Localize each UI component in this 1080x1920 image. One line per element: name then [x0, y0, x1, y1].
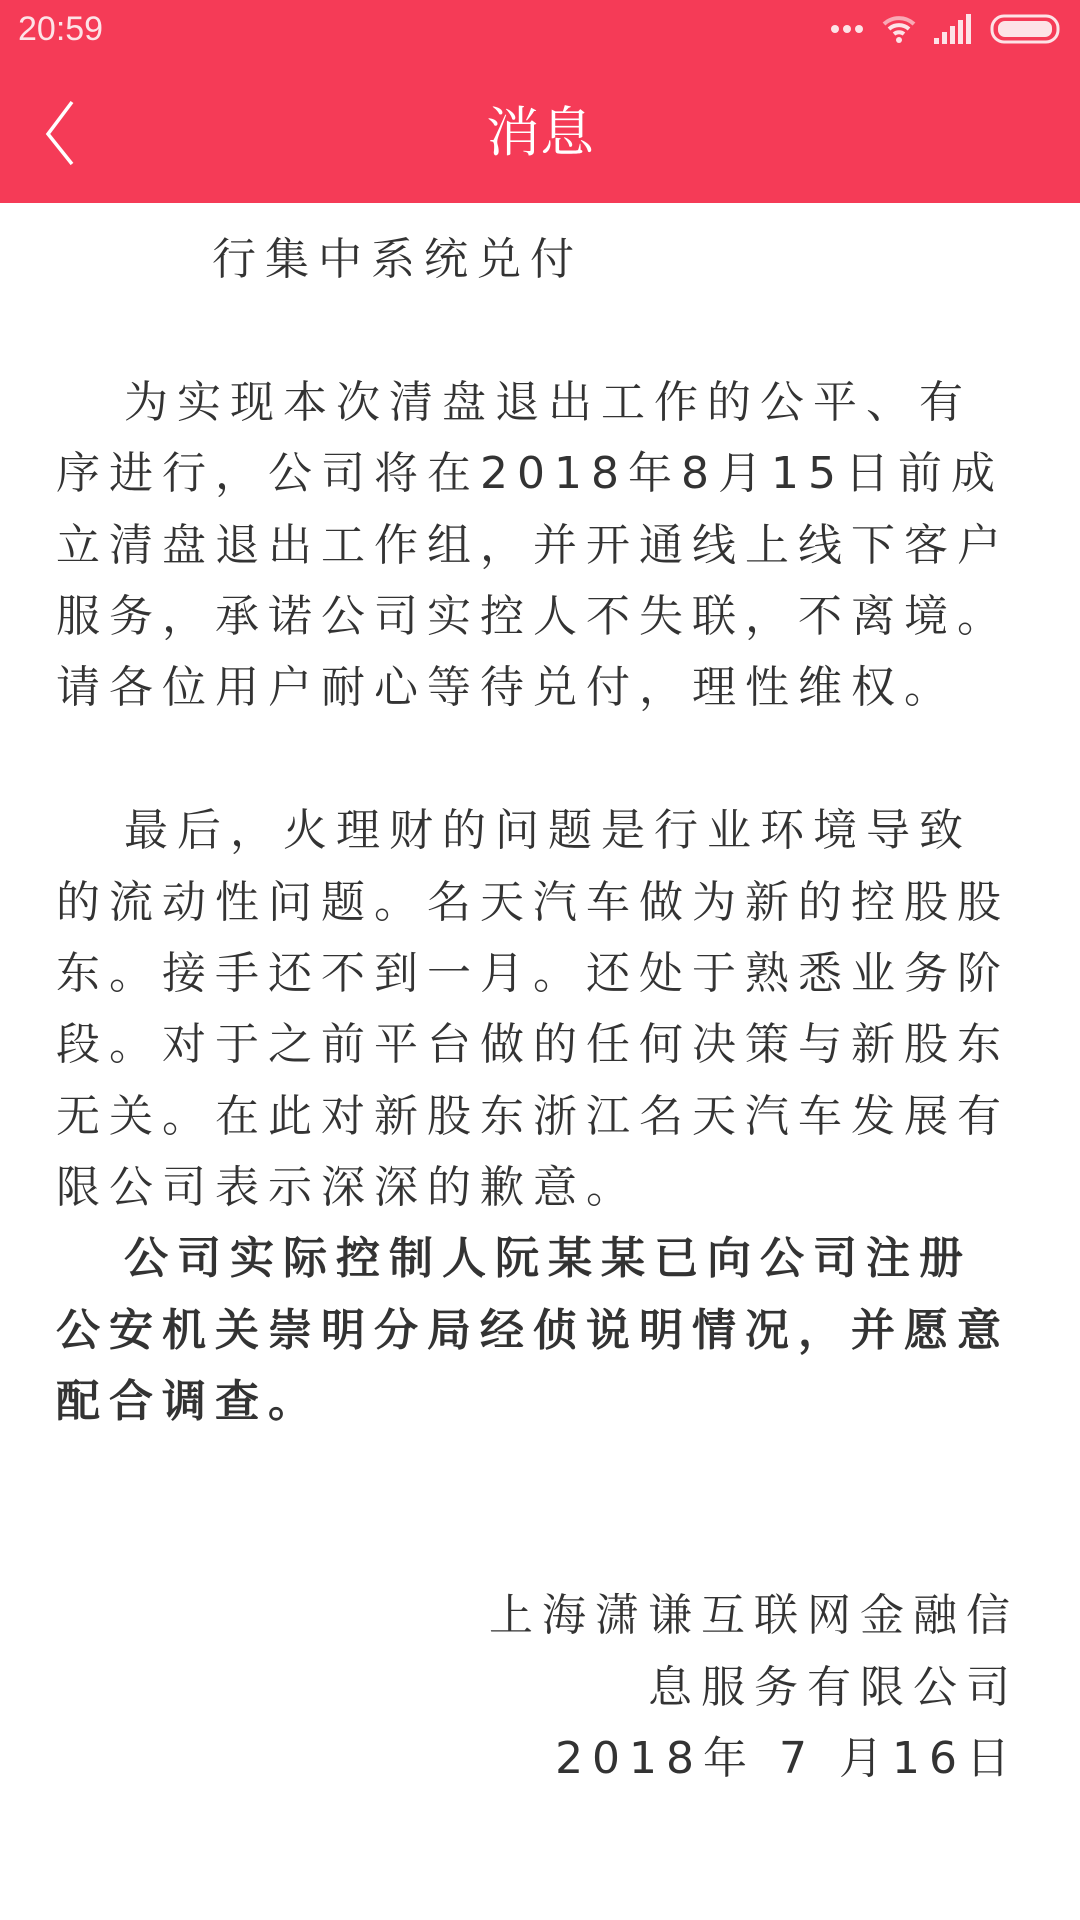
paragraph-3-bold — [56, 1223, 1019, 1437]
text-line: 序进行，公司将在2018年8月15日前成 — [56, 448, 1004, 500]
text-line: 公司实际控制人阮某某已向公司注册 — [124, 1233, 972, 1285]
text-line: 无关。在此对新股东浙江名天汽车发展有 — [56, 1090, 1010, 1142]
signature-company-line-2: 息服务有限公司 — [648, 1661, 1019, 1713]
text-line: 的流动性问题。名天汽车做为新的控股股 — [56, 876, 1010, 928]
signature — [56, 1580, 1019, 1794]
signature-company-line-1: 上海潇谦互联网金融信 — [489, 1590, 1019, 1642]
signature-date: 2018年 7 月16日 — [555, 1733, 1019, 1785]
status-time: 20:59 — [18, 10, 104, 48]
text-line: 最后，火理财的问题是行业环境导致 — [124, 805, 972, 857]
text-line: 服务，承诺公司实控人不失联，不离境。 — [56, 590, 1010, 642]
text-line: 限公司表示深深的歉意。 — [56, 1162, 639, 1214]
text-line: 配合调查。 — [56, 1376, 321, 1428]
signal-icon — [934, 14, 972, 44]
battery-icon — [990, 14, 1062, 44]
page-title: 消息 — [486, 101, 594, 164]
text-line: 请各位用户耐心等待兑付，理性维权。 — [56, 662, 957, 714]
wifi-icon — [882, 14, 916, 44]
text-line: 段。对于之前平台做的任何决策与新股东 — [56, 1019, 1010, 1071]
paragraph-1 — [56, 367, 1019, 724]
app-header — [0, 0, 1080, 203]
message-body — [56, 224, 1019, 1795]
text-line: 立清盘退出工作组，并开通线上线下客户 — [56, 519, 1010, 571]
text-line: 东。接手还不到一月。还处于熟悉业务阶 — [56, 947, 1010, 999]
text-line: 为实现本次清盘退出工作的公平、有 — [124, 376, 972, 428]
text-line: 行集中系统兑付 — [212, 234, 583, 285]
text-line: 公安机关崇明分局经侦说明情况，并愿意 — [56, 1304, 1010, 1356]
status-icons — [830, 14, 1062, 44]
more-dots-icon — [830, 23, 864, 35]
paragraph-2 — [56, 795, 1019, 1223]
